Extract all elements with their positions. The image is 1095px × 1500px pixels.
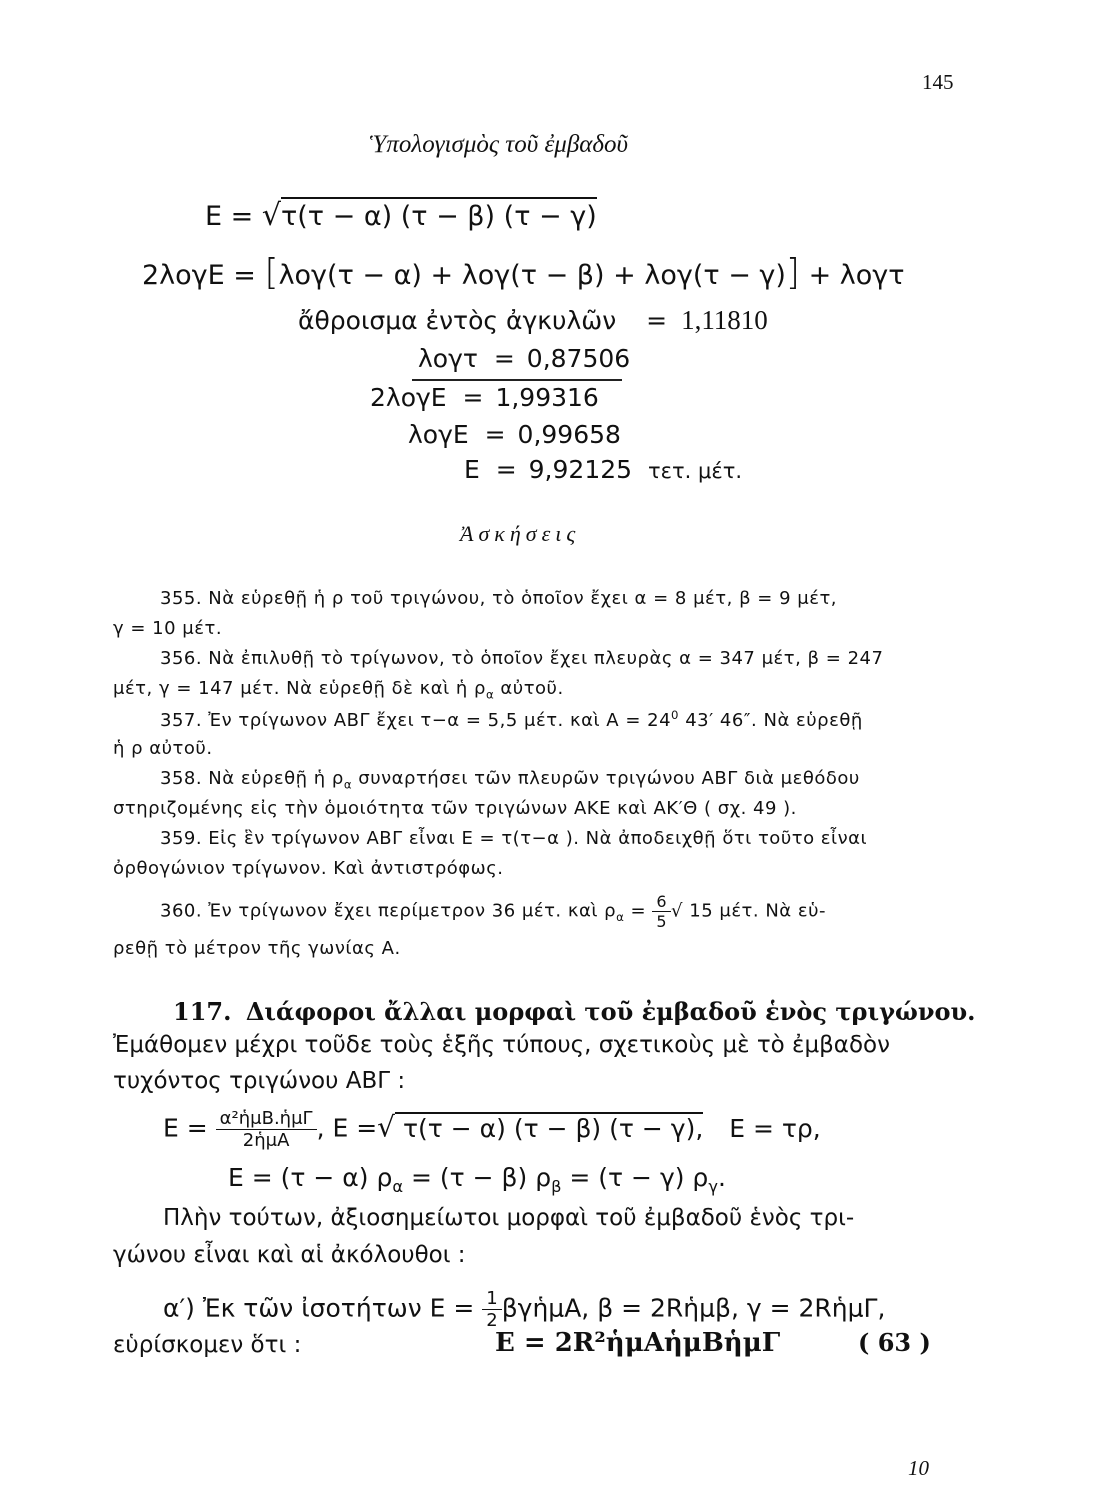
area-formulas-line: E = $\frac{\text{α²ἡμΒ.ἡμΓ}}{\text{2ἡμΑ}}$ , E =√ τ(τ − α) (τ − β) (τ − γ), E = τρ, bbox=[163, 1108, 821, 1151]
calc-row-logt: λογτ = 0,87506 bbox=[418, 344, 631, 373]
fraction-one-half: $\frac{1}{2}$ bbox=[482, 1288, 501, 1331]
exercise-357: 357. Ἐν τρίγωνον ΑΒΓ ἔχει τ−α = 5,5 μέτ. καὶ $A = 24^0$ 43′ 46″. Νὰ εὑρεθῇ bbox=[160, 708, 863, 731]
radical-sign: √ bbox=[377, 1110, 395, 1144]
fraction-6-5: $\frac{6}{5}$ bbox=[652, 892, 671, 931]
exercise-355-cont: γ = 10 μέτ. bbox=[113, 618, 223, 639]
section-117-text-4: γώνου εἶναι καὶ αἱ ἀκόλουθοι : bbox=[113, 1242, 466, 1268]
section-117-heading: 117. Διάφοροι ἄλλαι μορφαὶ τοῦ ἐμβαδοῦ ἑνὸς τριγώνου. bbox=[173, 997, 976, 1026]
log-formula: 2λογE = [λογ(τ − α) + λογ(τ − β) + λογ(τ − γ)] + λογτ bbox=[142, 252, 905, 293]
exercise-356: 356. Νὰ ἐπιλυθῇ τὸ τρίγωνον, τὸ ὁποῖον ἔχει πλευρὰς α = 347 μέτ, β = 247 bbox=[160, 648, 884, 669]
exercise-358-cont: στηριζομένης εἰς τὴν ὁμοιότητα τῶν τριγώνων ΑΚΕ καὶ ΑΚ′Θ ( σχ. 49 ). bbox=[113, 798, 797, 819]
calc-row-sum: ἄθροισμα ἐντὸς ἀγκυλῶν = 1,11810 bbox=[298, 305, 768, 335]
exercises-heading: Ἀσκήσεις bbox=[460, 521, 581, 546]
calc-row-e: E = 9,92125 τετ. μέτ. bbox=[464, 455, 743, 484]
alpha-case-line: α′) Ἐκ τῶν ἰσοτήτων E = $\frac{1}{2}$ βγἡμΑ, β = 2Rἡμβ, γ = 2RἡμΓ, bbox=[163, 1288, 886, 1331]
radical-sign: √ bbox=[261, 198, 281, 233]
exercise-359-cont: ὀρθογώνιον τρίγωνον. Καὶ ἀντιστρόφως. bbox=[113, 858, 504, 879]
sum-rule bbox=[412, 379, 622, 381]
exercise-357-cont: ἡ ρ αὐτοῦ. bbox=[113, 738, 213, 759]
exercise-356-cont: μέτ, γ = 147 μέτ. Νὰ εὑρεθῇ δὲ καὶ ἡ $\rho_\alpha$ αὐτοῦ. bbox=[113, 678, 564, 702]
exercise-355: 355. Νὰ εὑρεθῇ ἡ ρ τοῦ τριγώνου, τὸ ὁποῖον ἔχει α = 8 μέτ, β = 9 μέτ, bbox=[160, 588, 837, 609]
equation-number: ( 63 ) bbox=[858, 1328, 931, 1357]
radicand: τ(τ − α) (τ − β) (τ − γ) bbox=[281, 197, 597, 232]
exercise-360: 360. Ἐν τρίγωνον ἔχει περίμετρον 36 μέτ. καὶ $\rho_\alpha$ = $\frac{6}{5}$ √ 15 μέτ. Νὰ εὑ- bbox=[160, 892, 827, 931]
exercise-358: 358. Νὰ εὑρεθῇ ἡ $\rho_\alpha$ συναρτήσει τῶν πλευρῶν τριγώνου ΑΒΓ διὰ μεθόδου bbox=[160, 768, 860, 792]
exercise-359: 359. Εἰς ἓν τρίγωνον ΑΒΓ εἶναι Ε = τ(τ−α ). Νὰ ἀποδειχθῇ ὅτι τοῦτο εἶναι bbox=[160, 828, 868, 849]
exradius-formula-line: E = (τ − α) $\rho_\alpha = (\tau - \beta) \rho_\beta = (\tau - \gamma)$ $\rho_\gamma$. bbox=[228, 1163, 726, 1196]
section-117-text-1: Ἐμάθομεν μέχρι τοῦδε τοὺς ἑξῆς τύπους, σχετικοὺς μὲ τὸ ἐμβαδὸν bbox=[113, 1032, 890, 1058]
section-117-text-3: Πλὴν τούτων, ἀξιοσημείωτοι μορφαὶ τοῦ ἐμβαδοῦ ἑνὸς τρι- bbox=[163, 1205, 855, 1231]
footer-signature: 10 bbox=[908, 1456, 929, 1480]
page-number: 145 bbox=[922, 70, 954, 94]
calc-row-2loge: 2λογE = 1,99316 bbox=[370, 383, 599, 412]
exercise-360-cont: ρεθῇ τὸ μέτρον τῆς γωνίας Α. bbox=[113, 938, 401, 959]
heron-formula: E = √τ(τ − α) (τ − β) (τ − γ) bbox=[205, 198, 597, 233]
result-formula: E = 2R²ἡμΑἡμΒἡμΓ bbox=[495, 1328, 781, 1358]
radical-sign: √ bbox=[671, 900, 684, 922]
calc-row-loge: λογE = 0,99658 bbox=[408, 420, 621, 449]
section-title: Ὑπολογισμὸς τοῦ ἐμβαδοῦ bbox=[370, 131, 629, 158]
found-text: εὑρίσκομεν ὅτι : bbox=[113, 1332, 302, 1358]
fraction-sine-formula: $\frac{\text{α²ἡμΒ.ἡμΓ}}{\text{2ἡμΑ}}$ bbox=[216, 1108, 317, 1151]
section-117-text-2: τυχόντος τριγώνου ΑΒΓ : bbox=[113, 1068, 406, 1094]
